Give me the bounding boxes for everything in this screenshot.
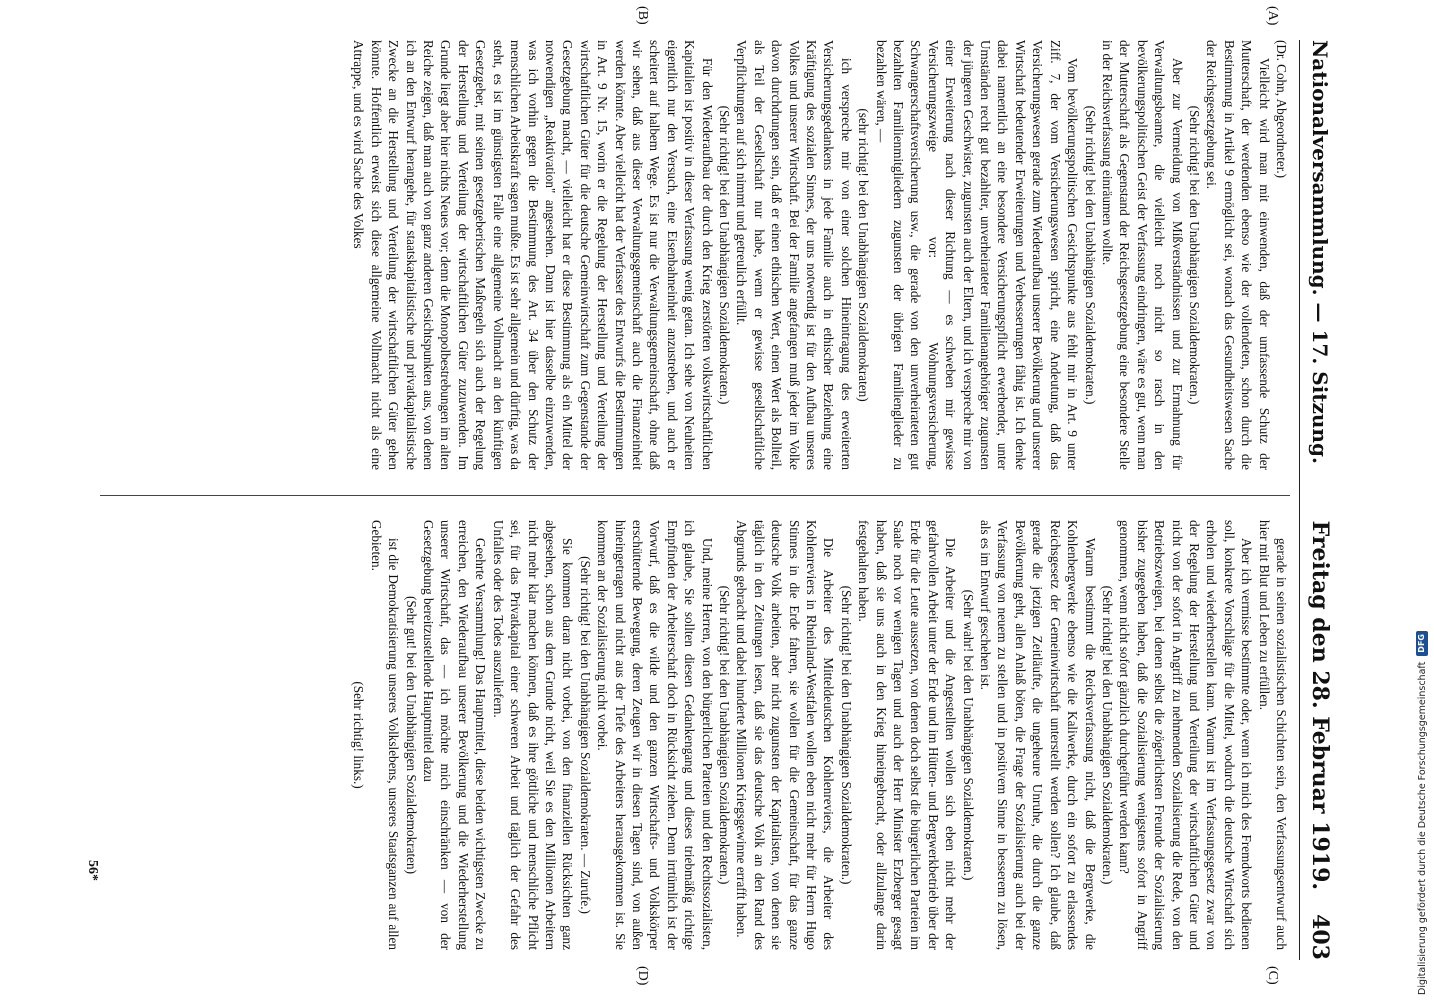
left-text-column bbox=[90, 40, 1290, 470]
margin-marker-c: (C) bbox=[1265, 966, 1280, 985]
page-number: 403 bbox=[1307, 914, 1333, 960]
digitization-note-text: Digitalisierung gefördert durch die Deutsche Forschungsgemeinschaft bbox=[1416, 661, 1428, 995]
rotated-sheet bbox=[50, 0, 1350, 1000]
paragraph: Die Arbeiter des Mitteldeutschen Kohlenreviers, die Arbeiter des Kohlenreviers in Rheinland-Westfalen wollen eben nicht mehr für Herrn Hugo Stinnes in die Erde fahren, sie wollen für die Gemeinschaft, für das ganze deutsche Volk arbeiten, aber nicht zugunsten der Kapitalisten, von denen sie täglich in den Zeitungen lesen, daß sie das deutsche Volk an den Rand des Abgrunds gebracht und dabei hunderte Millionen Kriegsgewinne errafft haben. bbox=[734, 520, 837, 950]
interjection: (Sehr richtig! bei den Unabhängigen Sozialdemokraten.) bbox=[717, 585, 732, 885]
header-left-title: Nationalversammlung. — 17. Sitzung. bbox=[1308, 40, 1332, 464]
interjection: (Sehr richtig! bei den Unabhängigen Sozialdemokraten. — Zurufe.) bbox=[577, 556, 593, 914]
margin-marker-d: (D) bbox=[635, 966, 650, 986]
interjection: (Sehr richtig! links.) bbox=[351, 681, 367, 789]
paragraph: Aber ich vermisse bestimmte oder, wenn ich mich des Fremdworts bedienen soll, konkrete Vorschläge für die Mittel, wodurch die deutsche Wirtschaft sich erholen und wiederherstellen kann. Warum ist im Verfassungsgesetz zwar von der Regelung der Herstellung und Verteilung der wirtschaftlichen Güter und nicht von der sofort in Angriff zu nehmenden Sozialisierung die Rede, von den Betriebszweigen, bei denen selbst die zögerlichsten Freunde der Sozialisierung bisher zugegeben haben, daß die Sozialisierung wenigstens sofort in Angriff genommen, wenn nicht sofort gänzlich durchgeführt werden kann? bbox=[1117, 520, 1255, 950]
paragraph: Und, meine Herren, von den bürgerlichen Parteien und den Rechtssozialisten, ich glaube, Sie sollten diesen Gedankengang und dieses triebmäßig richtige Empfinden der Arbeiterschaft doch in Rücksicht ziehen. Denn irrtümlich ist der Vorwurf, daß es die wilde und den ganzen Wirtschafts- und Volkskörper erschütternde Bewegung, deren Zeugen wir in diesen Tagen sind, von außen hineingetragen und nicht aus der Tiefe des Arbeiters herausgekommen ist. Sie kommen an der Sozialisierung nicht vorbei. bbox=[595, 520, 715, 950]
paragraph: Warum bestimmt die Reichsverfassung nicht, daß die Bergwerke, die Kohlenbergwerke ebenso wie die Kaliwerke, durch ein sofort zu erlassendes Reichsgesetz der Gemeinwirtschaft unterstellt werden sollen? Ich glaube, daß gerade die jetzigen Zeitläufte, die ungeheure Unruhe, die durch die ganze Bevölkerung geht, allen Anlaß böten, die Frage der Sozialisierung auch bei der Verfassung von neuem zu stellen und in positivem Sinne in besserem zu lösen, als es im Entwurf geschehen ist. bbox=[978, 520, 1098, 950]
digitization-note bbox=[1412, 5, 1432, 995]
right-text-column bbox=[90, 520, 1290, 950]
interjection: (Sehr richtig! bei den Unabhängigen Sozialdemokraten.) bbox=[838, 585, 854, 885]
interjection: (Sehr richtig! bei den Unabhängigen Sozialdemokraten.) bbox=[1186, 105, 1202, 405]
interjection: (Sehr richtig! bei den Unabhängigen Sozialdemokraten.) bbox=[1099, 585, 1115, 885]
dfg-logo: DFG bbox=[1416, 631, 1428, 656]
paragraph: gerade in seinen sozialistischen Schichten sein, den Verfassungsentwurf auch hier mit Blut und Leben zu erfüllen. bbox=[1256, 520, 1289, 950]
header-right-group bbox=[1307, 521, 1333, 960]
column-divider bbox=[100, 495, 1290, 496]
interjection: (Sehr richtig! bei den Unabhängigen Sozialdemokraten.) bbox=[1082, 105, 1098, 405]
paragraph: Geehrte Versammlung! Das Hauptmittel, diese beiden wichtigsten Zwecke zu erreichen, den Wiederaufbau unserer Bevölkerung und die Wiederherstellung unserer Wirtschaft, das — ich möchte mich einschränken — von der Gesetzgebung bereitzustellende Hauptmittel dazu bbox=[421, 520, 489, 950]
margin-marker-b: (B) bbox=[635, 6, 650, 25]
margin-marker-a: (A) bbox=[1265, 6, 1280, 26]
signature-mark: 56* bbox=[85, 860, 100, 881]
interjection: (Sehr wahr! bei den Unabhängigen Sozialdemokraten.) bbox=[960, 589, 976, 881]
paragraph: ich verspreche mir von einer solchen Hineintragung des erweiterten Versicherungsgedankens in jede Familie auch in ethischer Beziehung eine Kräftigung des sozialen Sinnes, der uns notwendig ist für den Aufbau unseres Volkes und unserer Wirtschaft. Bei der Familie angefangen muß jeder im Volke davon durchdrungen sein, daß er einen ethischen Wert, einen Wert als Bollteil, als Teil der Gesellschaft nur habe, wenn er gewisse gesellschaftliche Verpflichtungen auf sich nimmt und getreulich erfüllt. bbox=[734, 40, 854, 470]
header-date-title: Freitag den 28. Februar 1919. bbox=[1307, 520, 1333, 891]
paragraph: Für den Wiederaufbau der durch den Krieg zerstörten volkswirtschaftlichen Kapitalien ist positiv in dieser Verfassung wenig getan. Ich sehe von Neuheiten eigentlich nur den Versuch, eine Eisenbahneinheit anzustreben, und auch er scheitert auf halbem Wege. Es ist nur die Verwaltungsgemeinschaft, ohne daß wir sehen, daß aus dieser Verwaltungsgemeinschaft auch die Finanzeinheit werden könnte. Aber vielleicht hat der Verfasser des Entwurfs die Bestimmungen in Art. 9 Nr. 15, worin er die Regelung der Herstellung und Verteilung der wirtschaftlichen Güter für die deutsche Gemeinwirtschaft zum Gegenstande der Gesetzgebung macht, — vielleicht hat er diese Bestimmung als ein Mittel der notwendigen „Reaktivation" angesehen. Dann ist hier dasselbe einzuwenden, was ich vorhin gegen die Bestimmung des Art. 34 über den Schutz der menschlichen Arbeitskraft sagen mußte. Es ist sehr allgemein und dürftig, was da steht, es ist im günstigsten Falle eine allgemeine Vollmacht an den künftigen Gesetzgeber, mit seinen gesetzgeberischen Maßregeln sich auch der Regelung der Herstellung und Verteilung der wirtschaftlichen Güter zuzuwenden. Im Grunde liegt aber hier nichts Neues vor; denn die Monopolbestrebungen im alten Reiche zeigen, daß man auch von ganz anderen Gesichtspunkten aus, von denen ich an den Entwurf herangehe, für staatskapitalistische und privatkapitalistische Zwecke an die Herstellung und Verteilung der wirtschaftlichen Güter gehen könnte. Hoffentlich erweist sich diese allgemeine Vollmacht nicht als eine Attrappe, und es wird Sache des Volkes bbox=[351, 40, 715, 470]
interjection: (Sehr gut! bei den Unabhängigen Sozialdemokraten) bbox=[403, 596, 419, 874]
speaker-line: (Dr. Cohn, Abgeordneter.) bbox=[1274, 40, 1289, 179]
paragraph: Vom bevölkerungspolitischen Gesichtspunkte aus fehlt mir in Art. 9 unter Ziff. 7, der vom Versicherungswesen spricht, eine Andeutung, daß das Versicherungswesen gerade zum Wiederaufbau unserer Bevölkerung und unserer Wirtschaft bedeutender Erweiterungen und Verbesserungen fähig ist. Ich denke dabei namentlich an eine besondere Versicherungspflicht erwerbender, unter Umständen recht gut bezahlter, unverheirateter Familienangehöriger zugunsten der jüngeren Geschwister, zugunsten auch der Eltern, und ich verspreche mir von einer Erweiterung nach dieser Richtung — es schweben mir gewisse Versicherungszweige vor: Wohnungsversicherung, Schwangerschaftsversicherung usw., die gerade von den unverheirateten gut bezahlten Familienmitgliedern zugunsten der übrigen Familienglieder zu bezahlen wären, — bbox=[873, 40, 1081, 470]
paragraph: Aber zur Vermeidung von Mißverständnissen und zur Ermahnung für Verwaltungsbeamte, die vielleicht noch nicht so rasch in den bevölkerungspolitischen Geist der Verfassung eindringen, wäre es gut, wenn man der Mutterschaft als Gegenstand der Reichsgesetzgebung eine besondere Stelle in der Reichsverfassung einräumen wollte. bbox=[1099, 40, 1185, 470]
paragraph: Die Arbeiter und die Angestellten wollen sich eben nicht mehr der gefahrvollen Arbeit unter der Erde und im Hütten- und Bergwerkbetrieb über der Erde für die Leute aussetzen, von denen doch selbst die bürgerlichen Parteien im Saale noch vor wenigen Tagen und auch der Herr Minister Erzberger gesagt haben, daß sie uns auch in den Krieg hineingebracht, oder allzulange darin festgehalten haben. bbox=[856, 520, 959, 950]
paragraph: Vielleicht wird man mit einwenden, daß der umfassende Schutz der Mutterschaft, der werdenden ebenso wie der vollendeten, schon durch die Bestimmung in Artikel 9 ermöglicht sei, wonach das Gesundheitswesen Sache der Reichsgesetzgebung sei. bbox=[1204, 40, 1272, 470]
interjection: (sehr richtig! bei den Unabhängigen Sozialdemokraten) bbox=[856, 108, 872, 402]
interjection: (Sehr richtig! bei den Unabhängigen Sozialdemokraten.) bbox=[717, 105, 732, 405]
paragraph: ist die Demokratisierung unseres Volkslebens, unseres Staatsganzen auf allen Gebieten. bbox=[368, 520, 402, 950]
paragraph: Sie kommen daran nicht vorbei, von den finanziellen Rücksichten ganz abgesehen, schon aus dem Grunde nicht, weil Sie es den Millionen Arbeitern nicht mehr klar machen können, daß es ihre göttliche und menschliche Pflicht sei, für das Privatkapital einer schweren Arbeit und täglich der Gefahr des Unfalles oder des Todes auszuliefern. bbox=[490, 520, 576, 950]
page-header bbox=[1299, 40, 1340, 960]
